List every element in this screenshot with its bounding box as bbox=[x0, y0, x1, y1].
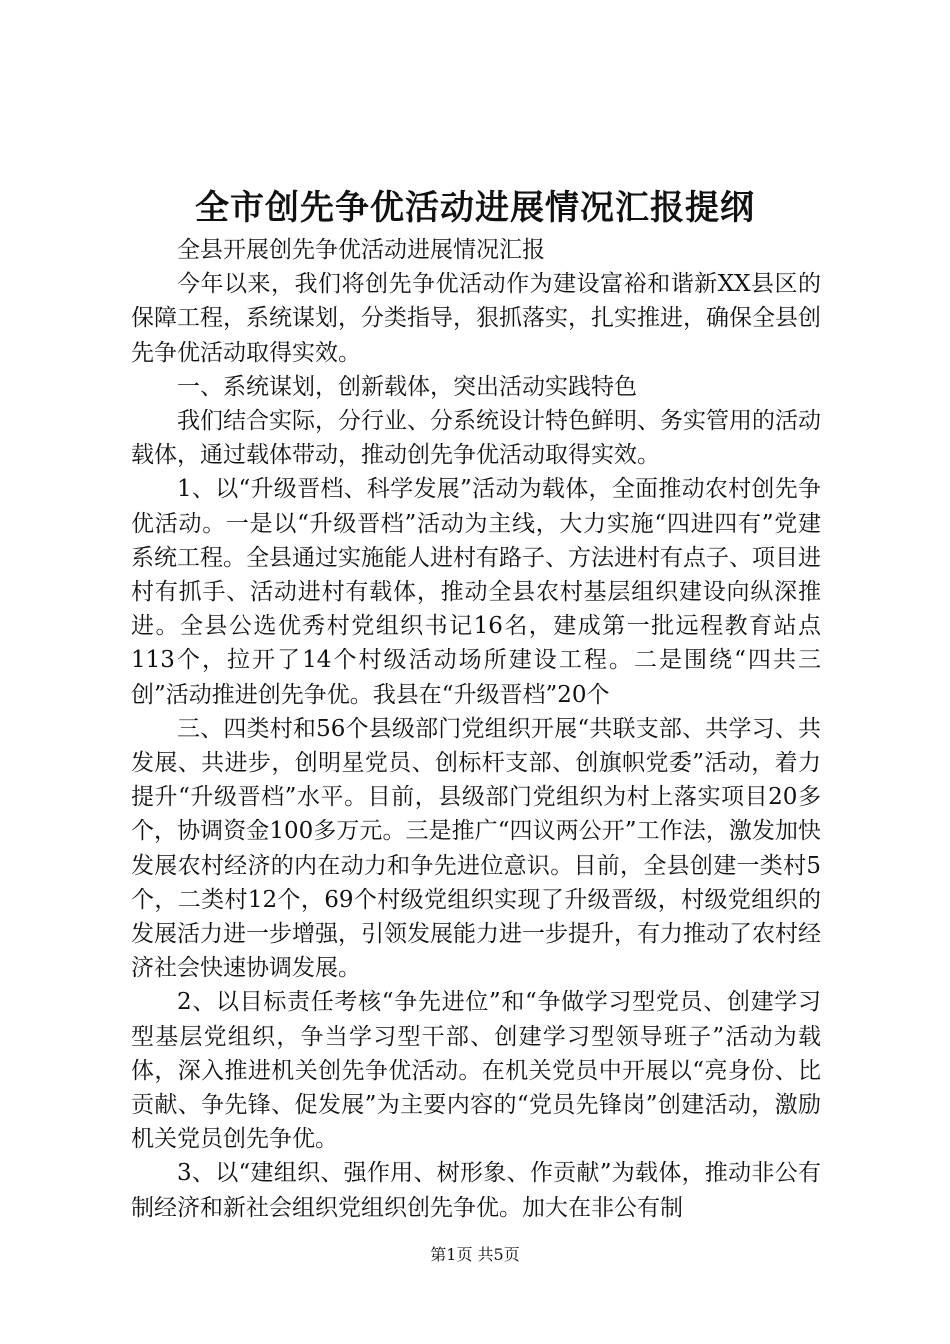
paragraph-item-3: 3、以“建组织、强作用、树形象、作贡献”为载体，推动非公有制经济和新社会组织党组织创先争优。加大在非公有制 bbox=[131, 1160, 821, 1221]
paragraph-intro: 今年以来，我们将创先争优活动作为建设富裕和谐新XX县区的保障工程，系统谋划，分类指导，狠抓落实，扎实推进，确保全县创先争优活动取得实效。 bbox=[131, 271, 821, 366]
document-title: 全市创先争优活动进展情况汇报提纲 bbox=[195, 188, 755, 228]
paragraph-subtitle: 全县开展创先争优活动进展情况汇报 bbox=[177, 237, 545, 263]
page-number-footer: 第1页 共5页 bbox=[430, 1245, 520, 1264]
section-heading-1: 一、系统谋划，创新载体，突出活动实践特色 bbox=[177, 373, 637, 400]
paragraph: 三、四类村和56个县级部门党组织开展“共联支部、共学习、共发展、共进步，创明星党员、创标杆支部、创旗帜党委”活动，着力提升“升级晋档”水平。目前，县级部门党组织为村上落实项目20多个，协调资金100多万元。三是推广“四议两公开”工作法，激发加快发展农村经济的内在动力和争先进位意识。目前，全县创建一类村5个，二类村12个，69个村级党组织实现了升级晋级，村级党组织的发展活力进一步增强，引领发展能力进一步提升，有力推动了农村经济社会快速协调发展。 bbox=[131, 715, 821, 982]
paragraph: 我们结合实际，分行业、分系统设计特色鲜明、务实管用的活动载体，通过载体带动，推动创先争优活动取得实效。 bbox=[131, 408, 821, 469]
paragraph-item-1: 1、以“升级晋档、科学发展”活动为载体，全面推动农村创先争优活动。一是以“升级晋档”活动为主线，大力实施“四进四有”党建系统工程。全县通过实施能人进村有路子、方法进村有点子、项目进村有抓手、活动进村有载体，推动全县农村基层组织建设向纵深推进。全县公选优秀村党组织书记16名，建成第一批远程教育站点113个，拉开了14个村级活动场所建设工程。二是围绕“四共三创”活动推进创先争优。我县在“升级晋档”20个 bbox=[131, 476, 821, 708]
paragraph-item-2: 2、以目标责任考核“争先进位”和“争做学习型党员、创建学习型基层党组织，争当学习型干部、创建学习型领导班子”活动为载体，深入推进机关创先争优活动。在机关党员中开展以“亮身份、比贡献、争先锋、促发展”为主要内容的“党员先锋岗”创建活动，激励机关党员创先争优。 bbox=[131, 989, 821, 1153]
document-body bbox=[131, 233, 821, 1225]
